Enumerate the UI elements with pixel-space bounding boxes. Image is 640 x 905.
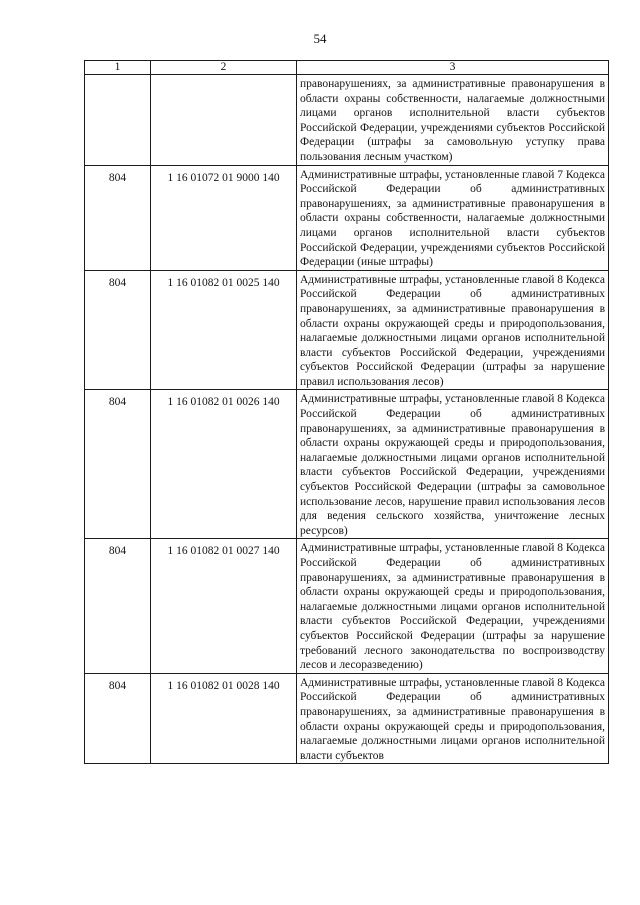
kbk-code-cell xyxy=(151,75,297,166)
budget-codes-table xyxy=(84,60,609,764)
column-header-3: 3 xyxy=(297,61,609,75)
kbk-code-cell: 1 16 01082 01 0027 140 xyxy=(151,539,297,673)
description-cell: Административные штрафы, установленные главой 8 Кодекса Российской Федерации об административных правонарушениях, за административные правонарушения в области охраны окружающей среды и природопользования, налагаемые должностными лицами органов исполнительной власти субъектов Российской Федерации, учреждениями субъектов Российской Федерации (штрафы за нарушение требований лесного законодательства по воспроизводству лесов и лесоразведению) xyxy=(297,539,609,673)
kbk-code-cell: 1 16 01082 01 0026 140 xyxy=(151,390,297,539)
kbk-code-cell: 1 16 01082 01 0025 140 xyxy=(151,270,297,390)
column-header-1: 1 xyxy=(85,61,151,75)
admin-code-cell xyxy=(85,75,151,166)
admin-code-cell: 804 xyxy=(85,390,151,539)
table-row xyxy=(85,390,609,539)
admin-code-cell: 804 xyxy=(85,165,151,270)
description-cell: Административные штрафы, установленные главой 8 Кодекса Российской Федерации об административных правонарушениях, за административные правонарушения в области охраны окружающей среды и природопользования, налагаемые должностными лицами органов исполнительной власти субъектов Российской Федерации, учреждениями субъектов Российской Федерации (штрафы за самовольное использование лесов, нарушение правил использования лесов для ведения сельского хозяйства, уничтожение лесных ресурсов) xyxy=(297,390,609,539)
kbk-code-cell: 1 16 01072 01 9000 140 xyxy=(151,165,297,270)
page-number: 54 xyxy=(313,31,327,46)
table-row xyxy=(85,75,609,166)
table-header-row xyxy=(85,61,609,75)
kbk-code-cell: 1 16 01082 01 0028 140 xyxy=(151,673,297,764)
column-header-2: 2 xyxy=(151,61,297,75)
description-cell: Административные штрафы, установленные главой 8 Кодекса Российской Федерации об административных правонарушениях, за административные правонарушения в области охраны окружающей среды и природопользования, налагаемые должностными лицами органов исполнительной власти субъектов Российской Федерации, учреждениями субъектов Российской Федерации (штрафы за нарушение правил использования лесов) xyxy=(297,270,609,390)
admin-code-cell: 804 xyxy=(85,270,151,390)
table-row xyxy=(85,673,609,764)
description-cell: Административные штрафы, установленные главой 8 Кодекса Российской Федерации об административных правонарушениях, за административные правонарушения в области охраны окружающей среды и природопользования, налагаемые должностными лицами органов исполнительной власти субъектов xyxy=(297,673,609,764)
description-cell: Административные штрафы, установленные главой 7 Кодекса Российской Федерации об административных правонарушениях, за административные правонарушения в области охраны собственности, налагаемые должностными лицами органов исполнительной власти субъектов Российской Федерации, учреждениями субъектов Российской Федерации (иные штрафы) xyxy=(297,165,609,270)
description-cell: правонарушениях, за административные правонарушения в области охраны собственности, налагаемые должностными лицами органов исполнительной власти субъектов Российской Федерации, учреждениями субъектов Российской Федерации (штрафы за самовольную уступку права пользования лесным участком) xyxy=(297,75,609,166)
table-row xyxy=(85,539,609,673)
table-row xyxy=(85,165,609,270)
admin-code-cell: 804 xyxy=(85,673,151,764)
admin-code-cell: 804 xyxy=(85,539,151,673)
table-row xyxy=(85,270,609,390)
